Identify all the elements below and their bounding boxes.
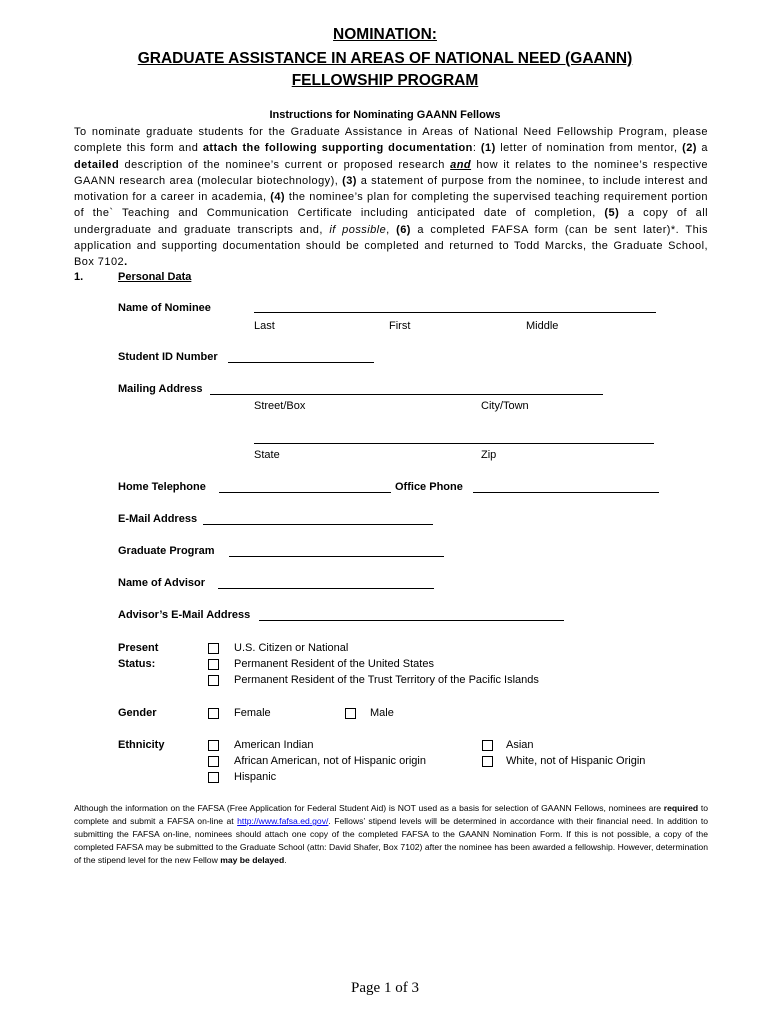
mailing-address-field[interactable] — [210, 394, 603, 395]
status-option-permanent-resident: Permanent Resident of the United States — [234, 658, 434, 670]
zip-caption: Zip — [481, 449, 497, 461]
mailing-address-label: Mailing Address — [118, 383, 203, 395]
ethnicity-option-hispanic: Hispanic — [234, 771, 277, 783]
section-label: Personal Data — [118, 271, 192, 283]
advisor-field[interactable] — [218, 588, 434, 589]
gender-checkbox-female[interactable] — [208, 708, 219, 719]
gender-option-female: Female — [234, 707, 271, 719]
name-middle-caption: Middle — [526, 320, 559, 332]
office-phone-field[interactable] — [473, 492, 659, 493]
city-caption: City/Town — [481, 400, 529, 412]
status-label-line-2: Status: — [118, 658, 156, 670]
ethnicity-option-african-american: African American, not of Hispanic origin — [234, 755, 426, 767]
title-line-2: GRADUATE ASSISTANCE IN AREAS OF NATIONAL NEED (GAANN) — [137, 50, 633, 67]
advisor-label: Name of Advisor — [118, 577, 206, 589]
gender-label: Gender — [118, 707, 157, 719]
instructions-paragraph: To nominate graduate students for the Graduate Assistance in Areas of National Need Fellowship Program, please complete this form and attach the following supporting documentation: (1) letter of nomination from mentor, (2) a detailed description of the nominee’s current or proposed research and how it relates to the nominee’s respective GAANN research area (molecular biotechnology), (3) a statement of purpose from the nominee, to include interest and motivation for a career in academia, (4) the nominee’s plan for completing the supervised teaching requirement portion of the` Teaching and Communication Certificate including anticipated date of completion, (5) a copy of all undergraduate and graduate transcripts and, if possible, (6) a completed FAFSA form (can be sent later)*. This application and supporting documentation should be completed and returned to Todd Marcks, the Graduate School, Box 7102. — [74, 126, 709, 269]
name-last-caption: Last — [254, 320, 275, 332]
gender-option-male: Male — [370, 707, 394, 719]
page-number: Page 1 of 3 — [351, 980, 419, 996]
advisor-email-label: Advisor’s E-Mail Address — [118, 609, 251, 621]
ethnicity-label: Ethnicity — [118, 739, 165, 751]
name-label: Name of Nominee — [118, 302, 211, 314]
instructions-heading: Instructions for Nominating GAANN Fellows — [269, 109, 501, 121]
state-zip-field[interactable] — [254, 443, 654, 444]
status-checkbox-permanent-resident[interactable] — [208, 659, 219, 670]
name-first-caption: First — [389, 320, 411, 332]
ethnicity-option-american-indian: American Indian — [234, 739, 314, 751]
ethnicity-checkbox-american-indian[interactable] — [208, 740, 219, 751]
title-line-3: FELLOWSHIP PROGRAM — [291, 72, 479, 89]
status-option-trust-territory: Permanent Resident of the Trust Territory of the Pacific Islands — [234, 674, 539, 686]
ethnicity-option-white: White, not of Hispanic Origin — [506, 755, 646, 767]
ethnicity-checkbox-white[interactable] — [482, 756, 493, 767]
email-field[interactable] — [203, 524, 433, 525]
street-caption: Street/Box — [254, 400, 306, 412]
status-checkbox-trust-territory[interactable] — [208, 675, 219, 686]
fafsa-link[interactable]: http://www.fafsa.ed.gov/ — [237, 816, 329, 826]
student-id-label: Student ID Number — [118, 351, 218, 363]
section-number: 1. — [74, 271, 84, 283]
advisor-email-field[interactable] — [259, 620, 564, 621]
ethnicity-checkbox-hispanic[interactable] — [208, 772, 219, 783]
graduate-program-field[interactable] — [229, 556, 444, 557]
ethnicity-option-asian: Asian — [506, 739, 534, 751]
graduate-program-label: Graduate Program — [118, 545, 215, 557]
status-checkbox-citizen[interactable] — [208, 643, 219, 654]
email-label: E-Mail Address — [118, 513, 198, 525]
office-phone-label: Office Phone — [395, 481, 463, 493]
gender-checkbox-male[interactable] — [345, 708, 356, 719]
name-field[interactable] — [254, 312, 656, 313]
status-label-line-1: Present — [118, 642, 159, 654]
ethnicity-checkbox-african-american[interactable] — [208, 756, 219, 767]
student-id-field[interactable] — [228, 362, 374, 363]
home-phone-field[interactable] — [219, 492, 391, 493]
home-phone-label: Home Telephone — [118, 481, 206, 493]
state-caption: State — [254, 449, 280, 461]
ethnicity-checkbox-asian[interactable] — [482, 740, 493, 751]
fafsa-note: Although the information on the FAFSA (Free Application for Federal Student Aid) is NOT used as a basis for selection of GAANN Fellows, nominees are required to complete and submit a FAFSA on-line at http://www.fafsa.ed.gov/. Fellows’ stipend levels will be determined in accordance with their financial need. In addition to submitting the FAFSA on-line, nominees should attach one copy of the completed FAFSA to the GAANN Nomination Form. If this is not possible, a copy of the completed FAFSA may be submitted to the Graduate School (attn: David Shafer, Box 7102) after the nominee has been awarded a fellowship. However, determination of the stipend level for the new Fellow may be delayed. — [74, 803, 708, 865]
status-option-citizen: U.S. Citizen or National — [234, 642, 349, 654]
title-line-1: NOMINATION: — [333, 26, 437, 43]
